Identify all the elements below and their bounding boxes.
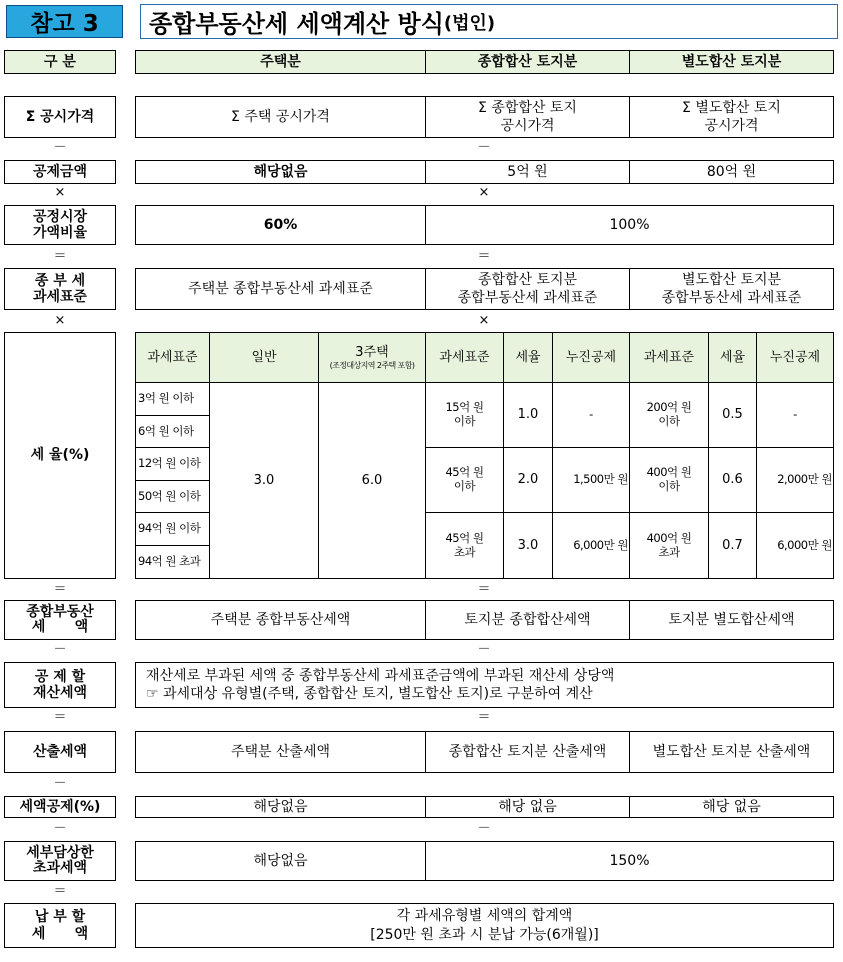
label-market-ratio bbox=[4, 205, 116, 245]
rate-housing-general-header bbox=[210, 333, 319, 383]
rate-combined-deduction bbox=[553, 448, 630, 513]
housing-computed-tax bbox=[135, 731, 426, 773]
operator-equals-3b: ＝ bbox=[477, 710, 491, 725]
combined-tax-base-line2: 종합부동산세 과세표준 bbox=[457, 290, 598, 306]
tax-rate-table bbox=[135, 332, 834, 579]
separate-tax-base-line1: 별도합산 토지분 bbox=[681, 271, 782, 288]
combined-deduction-text: 5억 원 bbox=[507, 163, 548, 180]
land-market-ratio bbox=[425, 205, 834, 245]
deductible-property-tax-line1: 재산세로 부과된 세액 중 종합부동산세 과세표준금액에 부과된 재산세 상당액 bbox=[146, 667, 615, 684]
rate-housing-three-value-text: 6.0 bbox=[361, 472, 383, 488]
payable-line2: [250만 원 초과 시 분납 가능(6개월)] bbox=[370, 926, 599, 943]
housing-market-ratio-text: 60% bbox=[263, 216, 298, 233]
combined-computed-tax bbox=[425, 731, 630, 773]
rate-housing-three-header-text: 3주택 bbox=[355, 344, 389, 360]
label-computed-tax bbox=[4, 731, 116, 773]
separate-public-price bbox=[629, 96, 834, 138]
rate-separate-rate-text: 0.6 bbox=[722, 472, 743, 488]
header-combined-land-text: 종합합산 토지분 bbox=[477, 53, 578, 70]
rate-combined-bracket-line2: 이하 bbox=[453, 479, 476, 493]
rate-housing-bracket-text: 6억 원 이하 bbox=[138, 423, 194, 438]
land-market-ratio-text: 100% bbox=[609, 216, 650, 233]
separate-gross-tax bbox=[629, 600, 834, 640]
rate-separate-bracket bbox=[630, 448, 709, 513]
housing-tax-cap bbox=[135, 841, 426, 881]
header-category-text: 구 분 bbox=[44, 53, 76, 70]
rate-combined-rate-text: 1.0 bbox=[517, 407, 539, 423]
rate-combined-bracket-line2: 초과 bbox=[453, 544, 476, 559]
rate-combined-deduction-text: - bbox=[589, 407, 593, 422]
housing-tax-credit-text: 해당없음 bbox=[253, 798, 308, 815]
operator-equals-1a: ＝ bbox=[53, 249, 67, 264]
reference-badge-text: 참고 3 bbox=[30, 11, 99, 37]
rate-separate-base-header-text: 과세표준 bbox=[643, 349, 695, 365]
rate-combined-bracket-line2: 이하 bbox=[453, 414, 476, 428]
rate-housing-bracket-text: 94억 원 이하 bbox=[138, 521, 201, 536]
housing-deduction bbox=[135, 160, 426, 184]
combined-tax-credit bbox=[425, 796, 630, 818]
operator-times-1a: × bbox=[54, 185, 66, 200]
operator-times-2b: × bbox=[478, 313, 490, 328]
rate-separate-rate-header-text: 세율 bbox=[719, 349, 746, 365]
rate-combined-base-header-text: 과세표준 bbox=[439, 349, 490, 365]
rate-separate-bracket-line2: 초과 bbox=[658, 544, 680, 559]
label-tax-cap-line1: 세부담상한 bbox=[26, 844, 94, 861]
header-housing-text: 주택분 bbox=[260, 53, 301, 70]
deductible-property-tax-desc bbox=[135, 662, 834, 708]
label-deductible-property-tax-line2: 재산세액 bbox=[32, 685, 88, 701]
housing-gross-tax-text: 주택분 종합부동산세액 bbox=[210, 611, 351, 628]
rate-housing-three-value bbox=[319, 383, 426, 578]
land-tax-cap bbox=[425, 841, 834, 881]
label-deduction bbox=[4, 160, 116, 184]
label-tax-rate-text: 세 율(%) bbox=[30, 447, 90, 464]
rate-housing-general-value-text: 3.0 bbox=[253, 472, 275, 488]
separate-tax-credit bbox=[629, 796, 834, 818]
rate-separate-deduction-text: - bbox=[793, 407, 797, 422]
operator-equals-2a: ＝ bbox=[53, 582, 67, 597]
header-category bbox=[4, 50, 116, 74]
housing-deduction-text: 해당없음 bbox=[253, 163, 308, 180]
label-tax-credit-text: 세액공제(%) bbox=[19, 798, 101, 815]
rate-combined-deduction bbox=[553, 513, 630, 578]
rate-housing-bracket bbox=[136, 383, 210, 416]
housing-tax-base bbox=[135, 268, 426, 310]
header-housing bbox=[135, 50, 426, 74]
rate-separate-deduction bbox=[757, 448, 833, 513]
label-deductible-property-tax bbox=[4, 662, 116, 708]
operator-equals-2b: ＝ bbox=[477, 582, 491, 597]
operator-equals-1b: ＝ bbox=[477, 249, 491, 264]
payable-desc bbox=[135, 903, 834, 948]
rate-separate-rate-header bbox=[709, 333, 757, 383]
rate-combined-rate bbox=[504, 513, 553, 578]
rate-housing-general-value bbox=[210, 383, 319, 578]
combined-public-price-line1: Σ 종합합산 토지 bbox=[478, 99, 577, 116]
rate-combined-rate-header bbox=[504, 333, 553, 383]
operator-minus-4a: － bbox=[53, 821, 67, 836]
label-tax-cap bbox=[4, 841, 116, 881]
rate-separate-bracket-line1: 400억 원 bbox=[646, 465, 692, 480]
rate-combined-bracket bbox=[426, 448, 504, 513]
housing-tax-base-text: 주택분 종합부동산세 과세표준 bbox=[188, 280, 373, 297]
rate-separate-deduction-text: 6,000만 원 bbox=[777, 537, 832, 552]
label-payable-line2: 세 액 bbox=[31, 925, 89, 942]
rate-separate-progressive-header-text: 누진공제 bbox=[769, 349, 821, 365]
rate-separate-deduction bbox=[757, 513, 833, 578]
separate-gross-tax-text: 토지분 별도합산세액 bbox=[668, 611, 795, 628]
rate-separate-progressive-header bbox=[757, 333, 833, 383]
housing-public-price-text: Σ 주택 공시가격 bbox=[231, 108, 330, 125]
rate-separate-rate bbox=[709, 383, 757, 448]
separate-public-price-line2: 공시가격 bbox=[704, 118, 759, 134]
rate-housing-bracket bbox=[136, 448, 210, 481]
label-market-ratio-line2: 가액비율 bbox=[32, 225, 88, 241]
operator-times-1b: × bbox=[478, 185, 490, 200]
header-separate-land bbox=[629, 50, 834, 74]
label-public-price-text: Σ 공시가격 bbox=[25, 108, 95, 125]
housing-public-price bbox=[135, 96, 426, 138]
label-gross-tax bbox=[4, 600, 116, 640]
label-tax-base-line2: 과세표준 bbox=[32, 289, 88, 305]
rate-separate-rate-text: 0.7 bbox=[722, 537, 743, 553]
rate-housing-three-header-note: (조정대상지역 2주택 포함) bbox=[329, 360, 415, 370]
housing-computed-tax-text: 주택분 산출세액 bbox=[230, 743, 331, 760]
header-combined-land bbox=[425, 50, 630, 74]
label-payable-line1: 납 부 할 bbox=[34, 909, 86, 926]
housing-tax-cap-text: 해당없음 bbox=[253, 852, 308, 869]
label-tax-base bbox=[4, 268, 116, 310]
rate-combined-bracket bbox=[426, 383, 504, 448]
label-market-ratio-line1: 공정시장 bbox=[32, 208, 88, 225]
rate-separate-rate-text: 0.5 bbox=[722, 407, 743, 423]
rate-housing-bracket bbox=[136, 416, 210, 448]
combined-tax-base bbox=[425, 268, 630, 310]
rate-separate-bracket bbox=[630, 383, 709, 448]
page-title-suffix: (법인) bbox=[443, 12, 496, 34]
separate-tax-base bbox=[629, 268, 834, 310]
rate-housing-bracket-text: 50억 원 이하 bbox=[138, 488, 201, 503]
separate-computed-tax-text: 별도합산 토지분 산출세액 bbox=[652, 743, 811, 760]
label-tax-base-line1: 종 부 세 bbox=[34, 272, 86, 289]
rate-separate-bracket-line2: 이하 bbox=[658, 414, 680, 428]
operator-minus-2a: － bbox=[53, 642, 67, 657]
combined-public-price bbox=[425, 96, 630, 138]
label-deductible-property-tax-line1: 공 제 할 bbox=[34, 668, 86, 685]
separate-public-price-line1: Σ 별도합산 토지 bbox=[682, 99, 781, 116]
label-public-price bbox=[4, 96, 116, 138]
label-deduction-text: 공제금액 bbox=[32, 163, 88, 180]
housing-tax-credit bbox=[135, 796, 426, 818]
operator-equals-3a: ＝ bbox=[53, 710, 67, 725]
page-title bbox=[140, 4, 838, 39]
combined-deduction bbox=[425, 160, 630, 184]
reference-badge bbox=[6, 5, 123, 38]
rate-separate-bracket-line1: 400억 원 bbox=[646, 530, 692, 545]
rate-combined-deduction-text: 6,000만 원 bbox=[573, 537, 628, 552]
operator-minus-1a: － bbox=[53, 140, 67, 155]
rate-housing-bracket-text: 94억 원 초과 bbox=[138, 554, 201, 569]
payable-line1: 각 과세유형별 세액의 합계액 bbox=[396, 908, 573, 925]
combined-public-price-line2: 공시가격 bbox=[500, 118, 555, 134]
rate-separate-deduction bbox=[757, 383, 833, 448]
operator-equals-4: ＝ bbox=[53, 884, 67, 899]
rate-combined-rate-text: 2.0 bbox=[517, 472, 539, 488]
rate-combined-bracket-line1: 45억 원 bbox=[445, 530, 484, 545]
rate-separate-base-header bbox=[630, 333, 709, 383]
operator-minus-2b: － bbox=[477, 642, 491, 657]
housing-gross-tax bbox=[135, 600, 426, 640]
rate-housing-bracket-text: 12억 원 이하 bbox=[138, 456, 201, 471]
rate-separate-rate bbox=[709, 448, 757, 513]
label-payable bbox=[4, 903, 116, 948]
rate-housing-base-header-text: 과세표준 bbox=[147, 349, 198, 365]
combined-gross-tax bbox=[425, 600, 630, 640]
rate-separate-deduction-text: 2,000만 원 bbox=[777, 472, 832, 487]
label-computed-tax-text: 산출세액 bbox=[32, 743, 88, 760]
header-separate-land-text: 별도합산 토지분 bbox=[681, 53, 782, 70]
label-tax-rate bbox=[4, 332, 116, 579]
rate-separate-bracket-line1: 200억 원 bbox=[646, 400, 692, 415]
rate-housing-bracket bbox=[136, 481, 210, 513]
separate-deduction bbox=[629, 160, 834, 184]
rate-separate-rate bbox=[709, 513, 757, 578]
page-title-text: 종합부동산세 세액계산 방식 bbox=[149, 10, 444, 38]
rate-combined-bracket-line1: 45억 원 bbox=[445, 465, 484, 480]
combined-gross-tax-text: 토지분 종합합산세액 bbox=[464, 611, 591, 628]
land-tax-cap-text: 150% bbox=[609, 852, 650, 869]
separate-computed-tax bbox=[629, 731, 834, 773]
rate-separate-bracket bbox=[630, 513, 709, 578]
rate-combined-rate-header-text: 세율 bbox=[515, 349, 541, 365]
rate-housing-general-header-text: 일반 bbox=[251, 349, 277, 365]
separate-tax-base-line2: 종합부동산세 과세표준 bbox=[661, 290, 802, 306]
separate-tax-credit-text: 해당 없음 bbox=[702, 798, 761, 815]
rate-combined-progressive-header-text: 누진공제 bbox=[565, 349, 617, 365]
rate-combined-progressive-header bbox=[553, 333, 630, 383]
operator-times-2a: × bbox=[54, 313, 66, 328]
deductible-property-tax-line2: ☞ 과세대상 유형별(주택, 종합합산 토지, 별도합산 토지)로 구분하여 계산 bbox=[146, 686, 593, 702]
rate-separate-bracket-line2: 이하 bbox=[658, 479, 680, 493]
rate-combined-base-header bbox=[426, 333, 504, 383]
rate-combined-rate bbox=[504, 383, 553, 448]
separate-deduction-text: 80억 원 bbox=[706, 163, 757, 180]
combined-tax-base-line1: 종합합산 토지분 bbox=[477, 271, 578, 288]
operator-minus-4b: － bbox=[477, 821, 491, 836]
rate-combined-bracket-line1: 15억 원 bbox=[445, 400, 484, 415]
combined-tax-credit-text: 해당 없음 bbox=[498, 798, 557, 815]
rate-housing-base-header bbox=[136, 333, 210, 383]
label-tax-cap-line2: 초과세액 bbox=[32, 860, 88, 876]
rate-combined-bracket bbox=[426, 513, 504, 578]
combined-computed-tax-text: 종합합산 토지분 산출세액 bbox=[448, 743, 607, 760]
rate-housing-bracket bbox=[136, 546, 210, 578]
rate-combined-deduction bbox=[553, 383, 630, 448]
rate-housing-three-header bbox=[319, 333, 426, 383]
rate-combined-rate-text: 3.0 bbox=[517, 537, 539, 553]
label-gross-tax-line1: 종합부동산 bbox=[26, 603, 94, 620]
operator-minus-3: － bbox=[53, 776, 67, 791]
label-gross-tax-line2: 세 액 bbox=[31, 619, 89, 635]
rate-combined-rate bbox=[504, 448, 553, 513]
rate-housing-bracket-text: 3억 원 이하 bbox=[138, 391, 194, 406]
label-tax-credit bbox=[4, 796, 116, 818]
rate-combined-deduction-text: 1,500만 원 bbox=[573, 472, 628, 487]
housing-market-ratio bbox=[135, 205, 426, 245]
rate-housing-bracket bbox=[136, 513, 210, 546]
operator-minus-1b: － bbox=[477, 140, 491, 155]
